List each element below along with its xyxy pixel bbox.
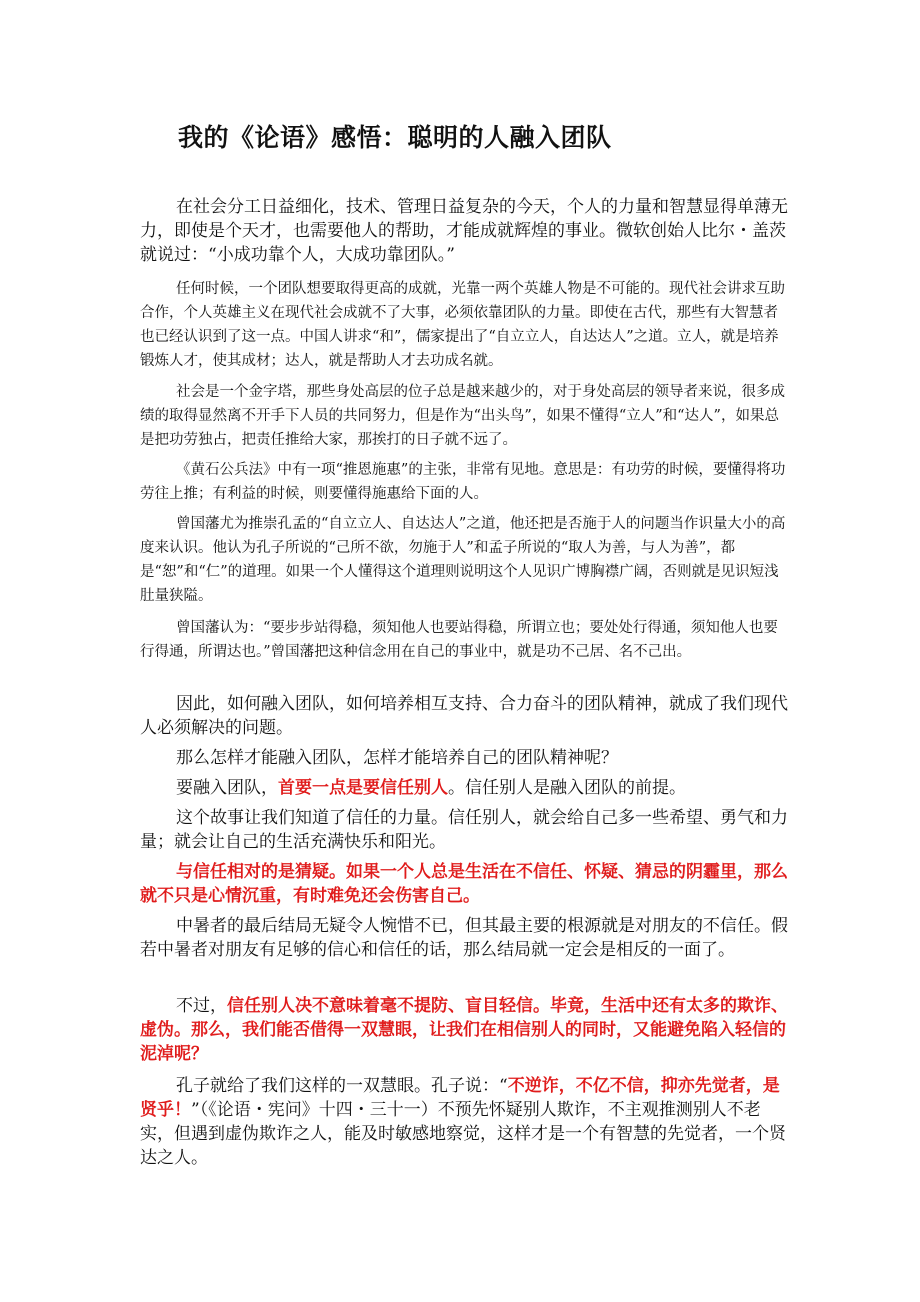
paragraph-10: 这个故事让我们知道了信任的力量。信任别人，就会给自己多一些希望、勇气和力量；就会让自己的生活充满快乐和阳光。	[140, 808, 788, 852]
paragraph-1: 在社会分工日益细化，技术、管理日益复杂的今天，个人的力量和智慧显得单薄无力，即使是个天才，也需要他人的帮助，才能成就辉煌的事业。微软创始人比尔・盖茨就说过：“小成功靠个人，大成功靠团队。”	[140, 197, 788, 265]
paragraph-9-text-a: 要融入团队，	[176, 778, 278, 798]
paragraph-14-text-a: 孔子就给了我们这样的一双慧眼。孔子说：“	[176, 1076, 508, 1096]
paragraph-4: 《黄石公兵法》中有一项“推恩施惠”的主张，非常有见地。意思是：有功劳的时候，要懂得将功劳往上推；有利益的时候，则要懂得施惠给下面的人。	[140, 462, 786, 502]
paragraph-2: 任何时候，一个团队想要取得更高的成就，光靠一两个英雄人物是不可能的。现代社会讲求互助合作，个人英雄主义在现代社会成就不了大事，必须依靠团队的力量。即使在古代，那些有大智慧者也已经认识到了这一点。中国人讲求“和”，儒家提出了“自立立人，自达达人”之道。立人，就是培养锻炼人才，使其成材；达人，就是帮助人才去功成名就。	[140, 281, 785, 369]
paragraph-13	[140, 994, 790, 1066]
paragraph-6: 曾国藩认为：“要步步站得稳，须知他人也要站得稳，所谓立也；要处处行得通，须知他人也要行得通，所谓达也。”曾国藩把这种信念用在自己的事业中，就是功不己居、名不己出。	[140, 620, 778, 660]
paragraph-3: 社会是一个金字塔，那些身处高层的位子总是越来越少的，对于身处高层的领导者来说，很多成绩的取得显然离不开手下人员的共同努力，但是作为“出头鸟”，如果不懂得“立人”和“达人”，如果总是把功劳独占，把责任推给大家，那挨打的日子就不远了。	[140, 384, 785, 448]
paragraph-13-highlight: 信任别人决不意味着毫不提防、盲目轻信。毕竟，生活中还有太多的欺诈、虚伪。那么，我们能否借得一双慧眼，让我们在相信别人的同时，又能避免陷入轻信的泥淖呢？	[140, 996, 788, 1064]
paragraph-14-text-b: ”（《论语・宪问》十四・三十一）不预先怀疑别人欺诈，不主观推测别人不老实，但遇到虚伪欺诈之人，能及时敏感地察觉，这样才是一个有智慧的先觉者，一个贤达之人。	[140, 1100, 786, 1168]
paragraph-12: 中暑者的最后结局无疑令人惋惜不已，但其最主要的根源就是对朋友的不信任。假若中暑者对朋友有足够的信心和信任的话，那么结局就一定会是相反的一面了。	[140, 916, 788, 960]
paragraph-11-highlight: 与信任相对的是猜疑。如果一个人总是生活在不信任、怀疑、猜忌的阴霾里，那么就不只是心情沉重，有时难免还会伤害自己。	[140, 862, 788, 906]
document-title: 我的《论语》感悟：聪明的人融入团队	[178, 123, 612, 152]
paragraph-14	[140, 1074, 790, 1170]
paragraph-9-highlight: 首要一点是要信任别人	[278, 778, 448, 798]
paragraph-13-text-a: 不过，	[176, 996, 227, 1016]
paragraph-9	[140, 776, 790, 800]
paragraph-7: 因此，如何融入团队，如何培养相互支持、合力奋斗的团队精神，就成了我们现代人必须解决的问题。	[140, 694, 788, 738]
paragraph-5: 曾国藩尤为推崇孔孟的“自立立人、自达达人”之道，他还把是否施于人的问题当作识量大小的高度来认识。他认为孔子所说的“己所不欲，勿施于人”和孟子所说的“取人为善，与人为善”，都是“恕”和“仁”的道理。如果一个人懂得这个道理则说明这个人见识广博胸襟广阔，否则就是见识短浅肚量狭隘。	[140, 516, 786, 604]
paragraph-9-text-b: 。信任别人是融入团队的前提。	[448, 778, 686, 798]
paragraph-14-highlight: 不逆诈，不亿不信，抑亦先觉者，是贤乎！	[140, 1076, 780, 1120]
paragraph-8: 那么怎样才能融入团队，怎样才能培养自己的团队精神呢？	[176, 748, 618, 768]
